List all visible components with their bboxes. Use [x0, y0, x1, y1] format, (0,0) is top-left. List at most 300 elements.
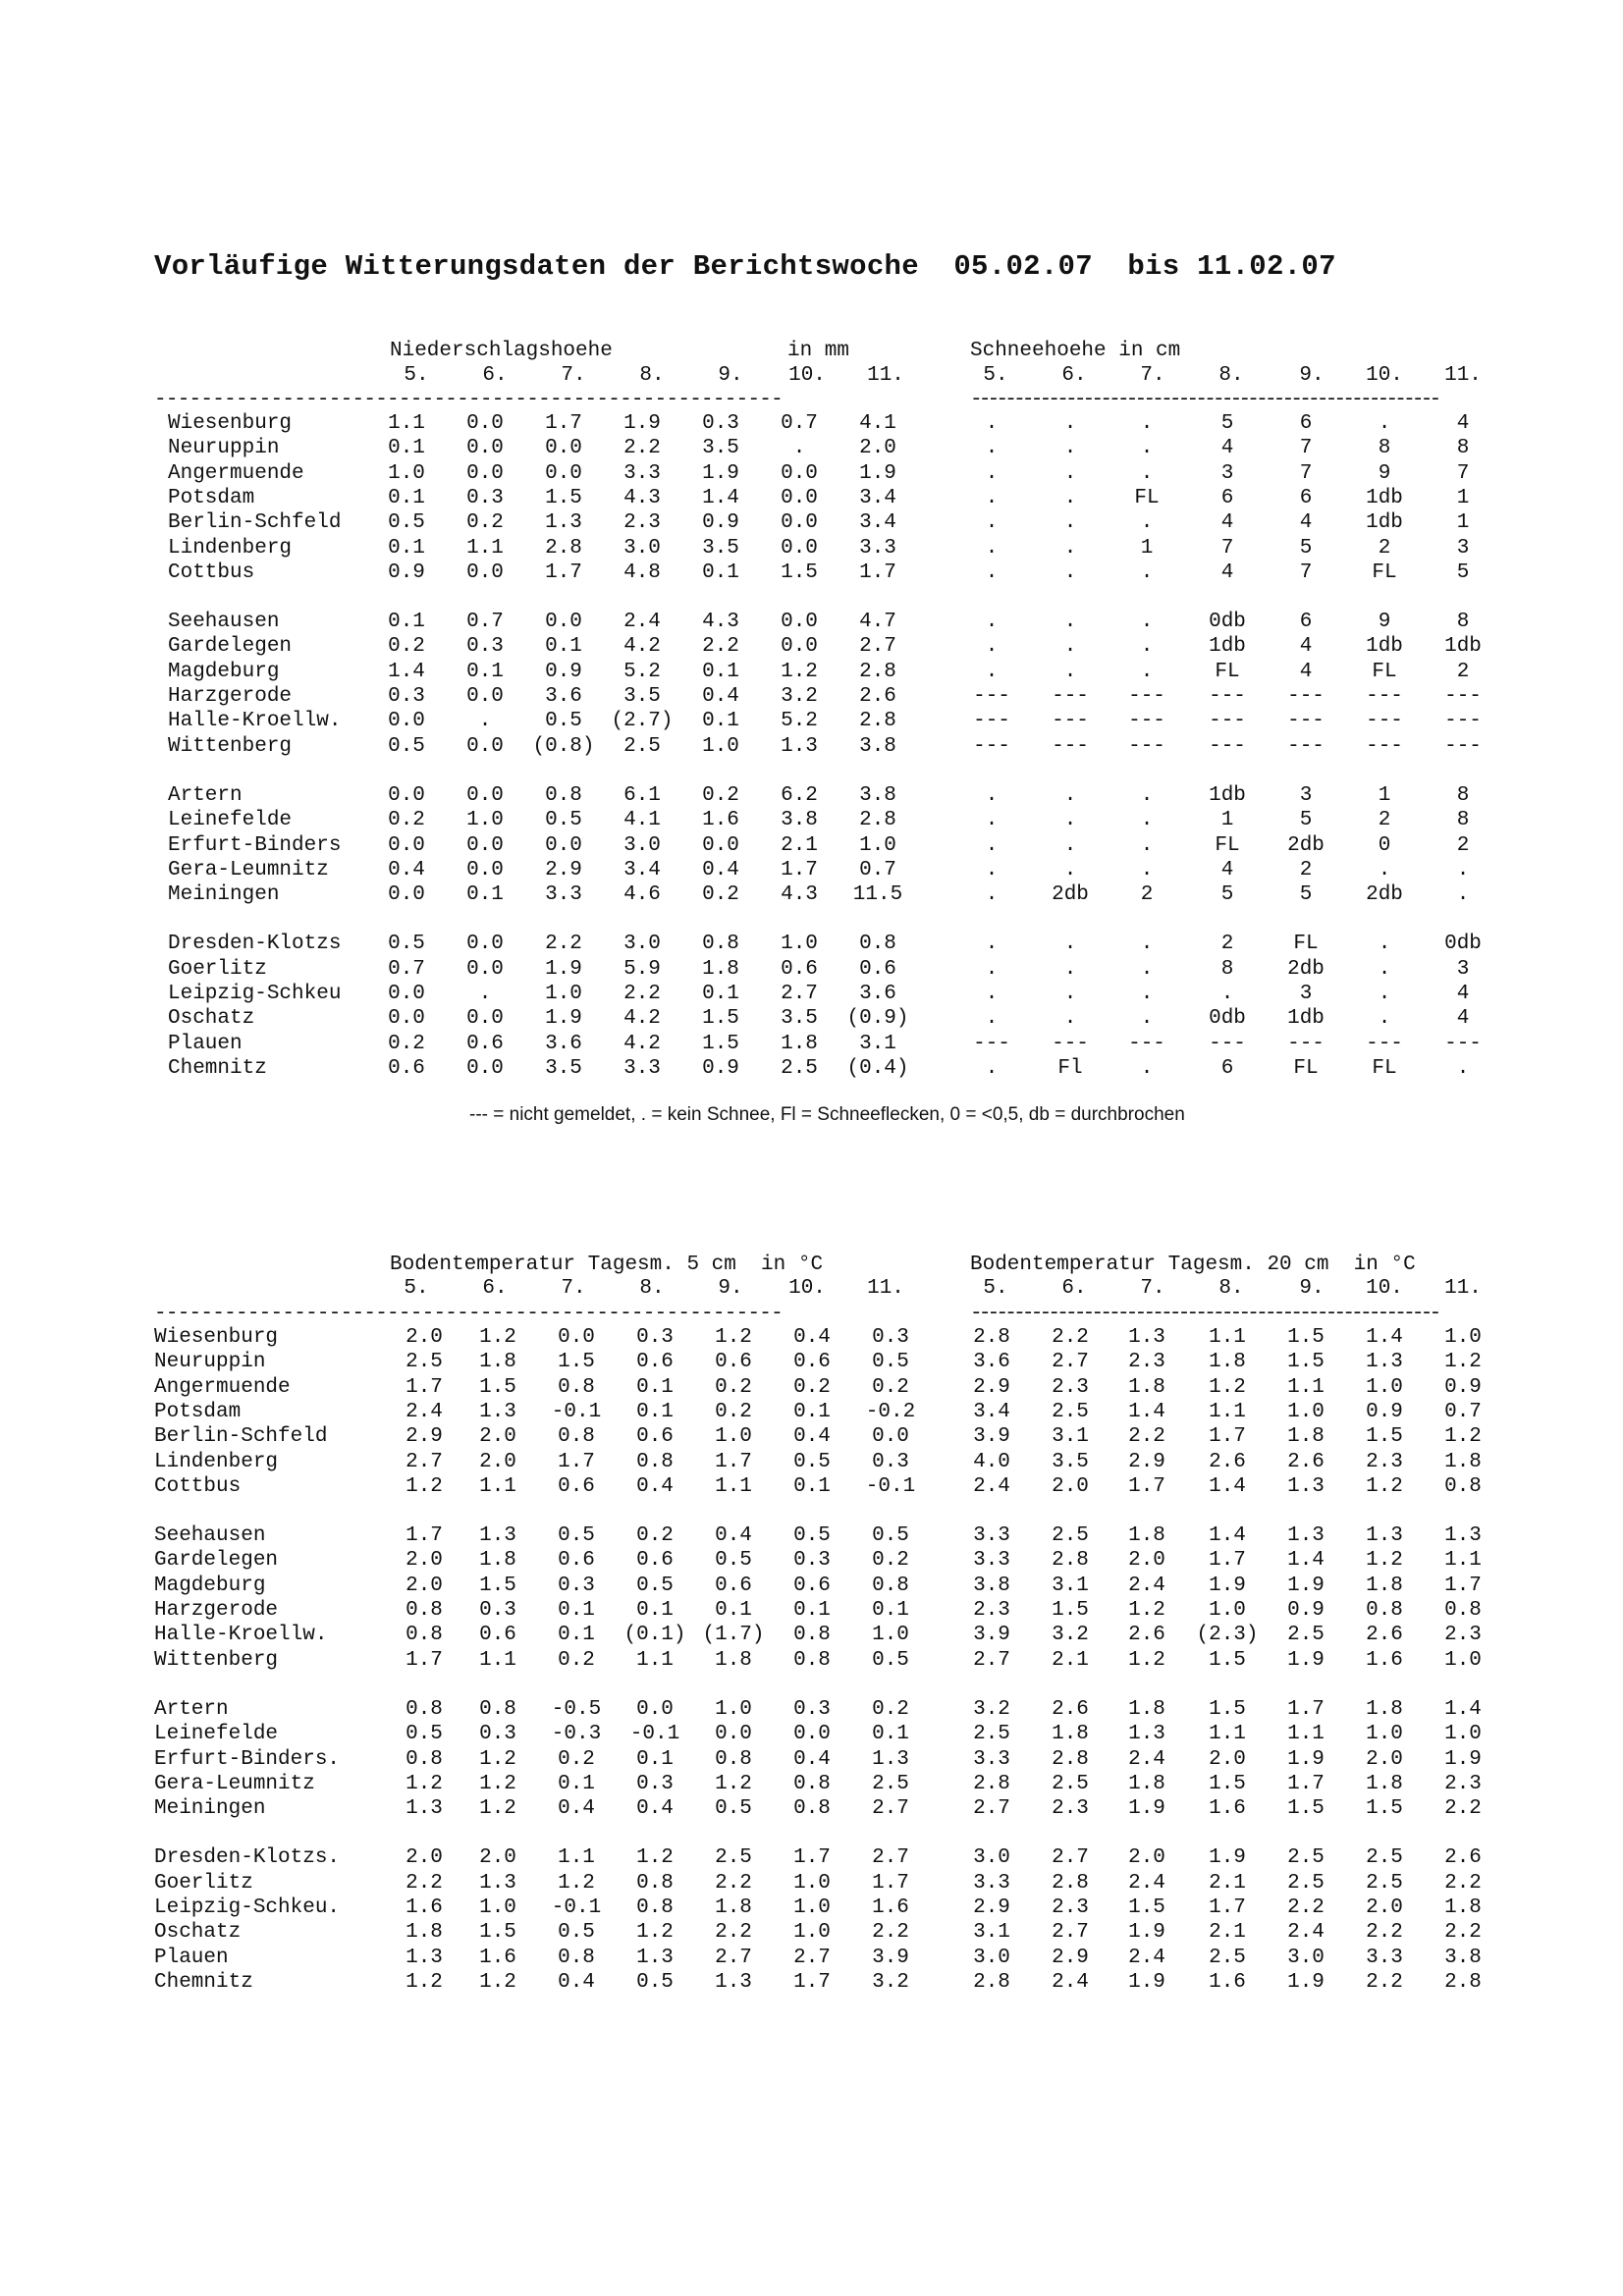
data-cell: 4: [1456, 983, 1470, 1005]
data-cell: ---: [1052, 685, 1089, 708]
data-cell: 2.8: [973, 1970, 1010, 1994]
data-cell: 1.2: [479, 1747, 516, 1771]
data-cell: 2.8: [1052, 1747, 1089, 1771]
data-cell: 1.9: [1209, 1846, 1246, 1870]
data-cell: ---: [1366, 1032, 1403, 1055]
data-cell: 1db: [1366, 635, 1403, 659]
data-cell: 4: [1299, 635, 1313, 659]
data-cell: 0.6: [466, 1032, 504, 1055]
data-cell: 4.1: [859, 412, 896, 435]
data-cell: 2.0: [1366, 1747, 1403, 1771]
data-cell: 0.1: [466, 660, 504, 683]
data-cell: 3.3: [973, 1549, 1010, 1573]
data-cell: 3.2: [1052, 1624, 1089, 1647]
data-cell: 0.0: [781, 511, 818, 535]
data-cell: 0.2: [702, 783, 739, 807]
day-column-header: 5.: [404, 1277, 429, 1300]
data-cell: 2.5: [973, 1723, 1010, 1746]
data-cell: 0.8: [558, 1946, 595, 1969]
data-cell: 0.4: [702, 858, 739, 881]
data-cell: 2.0: [1366, 1896, 1403, 1919]
data-cell: 0.8: [558, 1375, 595, 1399]
data-cell: 1.0: [859, 833, 896, 857]
data-cell: 0.2: [558, 1747, 595, 1771]
data-cell: .: [478, 983, 492, 1005]
data-cell: 4.1: [623, 809, 661, 832]
data-cell: 2.5: [406, 1351, 443, 1374]
data-cell: .: [985, 1007, 999, 1031]
data-cell: 1.8: [1209, 1351, 1246, 1374]
data-cell: 1.5: [479, 1375, 516, 1399]
station-name: Wiesenburg: [168, 412, 293, 435]
data-cell: 1.7: [1287, 1772, 1325, 1795]
data-cell: 0.2: [466, 511, 504, 535]
legend-note: --- = nicht gemeldet, . = kein Schnee, Fl = Schneeflecken, 0 = <0,5, db = durchbrochen: [469, 1104, 1185, 1125]
data-cell: .: [1140, 858, 1154, 881]
data-cell: 2.4: [1128, 1574, 1165, 1597]
data-cell: 1.6: [702, 809, 739, 832]
data-cell: 2.9: [973, 1375, 1010, 1399]
data-cell: .: [1140, 437, 1154, 460]
data-cell: .: [985, 660, 999, 683]
data-cell: 2.9: [1128, 1450, 1165, 1473]
data-cell: 2.9: [1052, 1946, 1089, 1969]
data-cell: 0.6: [558, 1474, 595, 1498]
data-cell: 2.6: [1052, 1697, 1089, 1721]
day-column-header: 9.: [718, 364, 743, 387]
day-column-header: 10.: [1366, 364, 1403, 387]
data-cell: 9: [1378, 611, 1391, 634]
data-cell: 2.7: [973, 1648, 1010, 1672]
data-cell: 2.4: [406, 1400, 443, 1423]
data-cell: 3.3: [973, 1871, 1010, 1895]
station-name: Lindenberg: [168, 536, 293, 560]
data-cell: 0.1: [636, 1747, 674, 1771]
data-cell: 2.3: [1052, 1375, 1089, 1399]
data-cell: 1.2: [406, 1772, 443, 1795]
data-cell: 1.9: [545, 1007, 582, 1031]
data-cell: 2.1: [1052, 1648, 1089, 1672]
data-cell: 0.8: [715, 1747, 752, 1771]
data-cell: 0.4: [793, 1326, 831, 1349]
data-cell: 0.3: [872, 1450, 909, 1473]
data-cell: 4.3: [702, 611, 739, 634]
data-cell: 1.0: [1366, 1723, 1403, 1746]
data-cell: 0.5: [872, 1351, 909, 1374]
data-cell: 0.3: [636, 1326, 674, 1349]
data-cell: 1.0: [793, 1896, 831, 1919]
data-cell: 5: [1220, 883, 1234, 907]
data-cell: 1.4: [1366, 1326, 1403, 1349]
t1-header-snow: Schneehoehe in cm: [970, 340, 1181, 362]
day-column-header: 7.: [1140, 364, 1165, 387]
data-cell: 1.5: [1287, 1351, 1325, 1374]
data-cell: .: [1063, 858, 1077, 881]
data-cell: 0.0: [545, 611, 582, 634]
data-cell: 1.2: [479, 1772, 516, 1795]
data-cell: 0.3: [479, 1723, 516, 1746]
data-cell: FL: [1372, 1056, 1397, 1080]
data-cell: 1.4: [1444, 1697, 1482, 1721]
data-cell: ---: [1128, 734, 1165, 758]
data-cell: ---: [1052, 734, 1089, 758]
station-name: Halle-Kroellw.: [154, 1624, 328, 1647]
station-name: Magdeburg: [168, 660, 280, 683]
data-cell: 1.3: [1444, 1524, 1482, 1548]
station-name: Cottbus: [154, 1474, 242, 1498]
data-cell: 6: [1299, 486, 1313, 509]
data-cell: 2.3: [973, 1599, 1010, 1622]
data-cell: 2db: [1366, 883, 1403, 907]
day-column-header: 11.: [1444, 1277, 1482, 1300]
data-cell: 0.8: [636, 1871, 674, 1895]
data-cell: 0.2: [558, 1648, 595, 1672]
data-cell: .: [1140, 511, 1154, 535]
data-cell: 4.3: [623, 486, 661, 509]
station-name: Leipzig-Schkeu.: [154, 1896, 341, 1919]
data-cell: 0.6: [388, 1056, 425, 1080]
data-cell: 1.5: [1209, 1648, 1246, 1672]
data-cell: 1.3: [479, 1871, 516, 1895]
data-cell: 3.3: [623, 1056, 661, 1080]
data-cell: 1.9: [1128, 1921, 1165, 1945]
data-cell: 0.2: [793, 1375, 831, 1399]
data-cell: .: [985, 933, 999, 956]
data-cell: 0.7: [859, 858, 896, 881]
data-cell: 1.7: [545, 561, 582, 584]
data-cell: 2.7: [1052, 1351, 1089, 1374]
data-cell: 0.8: [793, 1797, 831, 1821]
data-cell: 3.1: [1052, 1425, 1089, 1449]
data-cell: 0.1: [636, 1375, 674, 1399]
day-column-header: 11.: [867, 1277, 904, 1300]
data-cell: 0.8: [545, 783, 582, 807]
day-column-header: 8.: [1218, 364, 1244, 387]
data-cell: .: [985, 511, 999, 535]
data-cell: 0.4: [793, 1747, 831, 1771]
data-cell: 0.0: [388, 710, 425, 733]
data-cell: 1.2: [558, 1871, 595, 1895]
data-cell: 1.0: [781, 933, 818, 956]
data-cell: 1.5: [1052, 1599, 1089, 1622]
data-cell: 1.7: [781, 858, 818, 881]
data-cell: 0.4: [558, 1797, 595, 1821]
data-cell: 0.2: [388, 809, 425, 832]
data-cell: ---: [1209, 734, 1246, 758]
data-cell: 2.3: [623, 511, 661, 535]
day-column-header: 9.: [1299, 364, 1325, 387]
data-cell: 2.4: [1287, 1921, 1325, 1945]
data-cell: 7: [1299, 461, 1313, 485]
station-name: Halle-Kroellw.: [168, 710, 342, 733]
data-cell: 4.2: [623, 1032, 661, 1055]
data-cell: FL: [1215, 833, 1240, 857]
data-cell: 0.5: [636, 1970, 674, 1994]
data-cell: 2.2: [1128, 1425, 1165, 1449]
data-cell: 2.9: [973, 1896, 1010, 1919]
data-cell: .: [985, 486, 999, 509]
data-cell: 1.7: [715, 1450, 752, 1473]
station-name: Berlin-Schfeld: [154, 1425, 328, 1449]
data-cell: 3.0: [623, 933, 661, 956]
data-cell: 1.5: [479, 1921, 516, 1945]
data-cell: 3: [1220, 461, 1234, 485]
data-cell: 7: [1220, 536, 1234, 560]
data-cell: .: [985, 412, 999, 435]
data-cell: 0.1: [558, 1772, 595, 1795]
data-cell: ---: [1287, 685, 1325, 708]
data-cell: 4.2: [623, 1007, 661, 1031]
data-cell: 3.3: [973, 1747, 1010, 1771]
data-cell: 1: [1140, 536, 1154, 560]
data-cell: 7: [1456, 461, 1470, 485]
data-cell: 1.2: [479, 1326, 516, 1349]
data-cell: 1.2: [636, 1846, 674, 1870]
data-cell: 1.4: [1209, 1524, 1246, 1548]
data-cell: 1.8: [702, 957, 739, 981]
data-cell: 0.1: [388, 437, 425, 460]
data-cell: 1.4: [388, 660, 425, 683]
data-cell: ---: [1128, 1032, 1165, 1055]
data-cell: 0.3: [479, 1599, 516, 1622]
data-cell: 0.3: [466, 635, 504, 659]
data-cell: 0.1: [793, 1599, 831, 1622]
data-cell: 0.0: [466, 858, 504, 881]
data-cell: 1.0: [1209, 1599, 1246, 1622]
data-cell: 0.6: [715, 1351, 752, 1374]
data-cell: 0.8: [558, 1425, 595, 1449]
data-cell: 0.0: [781, 635, 818, 659]
data-cell: 0.3: [793, 1549, 831, 1573]
station-name: Oschatz: [154, 1921, 242, 1945]
data-cell: 2.2: [1052, 1326, 1089, 1349]
data-cell: 6: [1220, 486, 1234, 509]
data-cell: 0.6: [793, 1351, 831, 1374]
data-cell: ---: [1444, 710, 1482, 733]
data-cell: 0.5: [793, 1524, 831, 1548]
data-cell: 1: [1456, 511, 1470, 535]
data-cell: 3.9: [973, 1425, 1010, 1449]
data-cell: .: [478, 710, 492, 733]
data-cell: 1.3: [781, 734, 818, 758]
data-cell: ---: [973, 734, 1010, 758]
day-column-header: 8.: [639, 1277, 665, 1300]
day-column-header: 10.: [1366, 1277, 1403, 1300]
data-cell: 2.2: [623, 983, 661, 1005]
data-cell: 1.8: [1366, 1574, 1403, 1597]
data-cell: 5.2: [623, 660, 661, 683]
data-cell: 2.8: [973, 1772, 1010, 1795]
data-cell: 0.1: [558, 1624, 595, 1647]
data-cell: 1.8: [406, 1921, 443, 1945]
data-cell: 8: [1456, 809, 1470, 832]
data-cell: 0.0: [715, 1723, 752, 1746]
day-column-header: 11.: [867, 364, 904, 387]
data-cell: 1.2: [715, 1326, 752, 1349]
data-cell: 3.0: [623, 536, 661, 560]
data-cell: 8: [1456, 437, 1470, 460]
data-cell: 0.2: [715, 1375, 752, 1399]
data-cell: 0.0: [466, 561, 504, 584]
day-column-header: 10.: [788, 364, 826, 387]
data-cell: 8: [1378, 437, 1391, 460]
data-cell: 4: [1456, 412, 1470, 435]
station-name: Plauen: [168, 1032, 243, 1055]
data-cell: 1.3: [1366, 1351, 1403, 1374]
data-cell: 1.9: [623, 412, 661, 435]
data-cell: -0.3: [551, 1723, 602, 1746]
day-column-header: 10.: [788, 1277, 826, 1300]
t2-header-soil20: Bodentemperatur Tagesm. 20 cm in °C: [970, 1254, 1416, 1276]
data-cell: 1.3: [1366, 1524, 1403, 1548]
data-cell: .: [1140, 833, 1154, 857]
data-cell: 2.1: [781, 833, 818, 857]
data-cell: 6: [1220, 1056, 1234, 1080]
data-cell: 0.0: [545, 833, 582, 857]
data-cell: 1: [1220, 809, 1234, 832]
data-cell: 2.5: [1366, 1871, 1403, 1895]
data-cell: .: [1140, 412, 1154, 435]
data-cell: ---: [1287, 734, 1325, 758]
station-name: Wiesenburg: [154, 1326, 279, 1349]
data-cell: 1.3: [636, 1946, 674, 1969]
station-name: Meiningen: [154, 1797, 266, 1821]
data-cell: 3.8: [781, 809, 818, 832]
data-cell: 0.1: [702, 660, 739, 683]
data-cell: 0.6: [636, 1549, 674, 1573]
data-cell: 0.1: [872, 1599, 909, 1622]
data-cell: 2.0: [479, 1425, 516, 1449]
data-cell: 2.6: [1128, 1624, 1165, 1647]
data-cell: 0.4: [558, 1970, 595, 1994]
data-cell: 0.3: [872, 1326, 909, 1349]
data-cell: 0.3: [793, 1697, 831, 1721]
data-cell: 2: [1220, 933, 1234, 956]
data-cell: 0.4: [793, 1425, 831, 1449]
data-cell: 1.5: [1128, 1896, 1165, 1919]
t2-rule-left: ------------------------------------------------------: [154, 1303, 784, 1325]
data-cell: 2.0: [479, 1450, 516, 1473]
data-cell: 0.8: [872, 1574, 909, 1597]
data-cell: 1.1: [715, 1474, 752, 1498]
data-cell: 1.2: [1444, 1425, 1482, 1449]
data-cell: (2.7): [611, 710, 674, 733]
data-cell: 2.4: [1128, 1946, 1165, 1969]
data-cell: 1.2: [715, 1772, 752, 1795]
data-cell: .: [792, 437, 806, 460]
data-cell: 0.3: [466, 486, 504, 509]
data-cell: 0.3: [388, 685, 425, 708]
data-cell: 1.6: [872, 1896, 909, 1919]
data-cell: 0.8: [793, 1648, 831, 1672]
data-cell: .: [985, 437, 999, 460]
data-cell: .: [1140, 1007, 1154, 1031]
data-cell: 1.7: [1209, 1896, 1246, 1919]
data-cell: 2.9: [545, 858, 582, 881]
data-cell: 0.8: [793, 1624, 831, 1647]
data-cell: .: [1378, 858, 1391, 881]
data-cell: 0.0: [781, 461, 818, 485]
data-cell: ---: [1209, 1032, 1246, 1055]
data-cell: 2db: [1287, 957, 1325, 981]
data-cell: 1.0: [702, 734, 739, 758]
data-cell: ---: [1366, 685, 1403, 708]
data-cell: 0.3: [702, 412, 739, 435]
data-cell: 0.4: [636, 1474, 674, 1498]
data-cell: 0.0: [388, 983, 425, 1005]
data-cell: -0.1: [551, 1400, 602, 1423]
data-cell: 1.0: [793, 1921, 831, 1945]
data-cell: 1.0: [1444, 1326, 1482, 1349]
data-cell: 2: [1456, 660, 1470, 683]
data-cell: 5: [1299, 883, 1313, 907]
data-cell: 1.2: [1366, 1549, 1403, 1573]
data-cell: 2: [1140, 883, 1154, 907]
data-cell: 6: [1299, 611, 1313, 634]
data-cell: 2.2: [1366, 1970, 1403, 1994]
data-cell: 1db: [1444, 635, 1482, 659]
data-cell: 1.1: [558, 1846, 595, 1870]
data-cell: .: [1063, 809, 1077, 832]
data-cell: 0.8: [406, 1747, 443, 1771]
data-cell: 1.9: [545, 957, 582, 981]
data-cell: 1.3: [545, 511, 582, 535]
data-cell: 0.5: [558, 1524, 595, 1548]
station-name: Gera-Leumnitz: [168, 858, 329, 881]
day-column-header: 6.: [482, 364, 508, 387]
data-cell: 2.5: [623, 734, 661, 758]
station-name: Berlin-Schfeld: [168, 511, 342, 535]
data-cell: 0.5: [388, 734, 425, 758]
data-cell: (0.9): [846, 1007, 909, 1031]
data-cell: 0.5: [545, 809, 582, 832]
station-name: Artern: [168, 783, 243, 807]
data-cell: .: [985, 1056, 999, 1080]
data-cell: 1.7: [1444, 1574, 1482, 1597]
data-cell: 3.5: [623, 685, 661, 708]
station-name: Gardelegen: [168, 635, 293, 659]
data-cell: 1.9: [859, 461, 896, 485]
data-cell: 1.1: [1209, 1326, 1246, 1349]
day-column-header: 9.: [1299, 1277, 1325, 1300]
data-cell: 3.0: [973, 1846, 1010, 1870]
data-cell: 2.4: [1128, 1747, 1165, 1771]
data-cell: 2.3: [1366, 1450, 1403, 1473]
data-cell: 3.5: [781, 1007, 818, 1031]
data-cell: 0.8: [1366, 1599, 1403, 1622]
data-cell: 0.6: [793, 1574, 831, 1597]
data-cell: 3.9: [973, 1624, 1010, 1647]
data-cell: 1.0: [715, 1697, 752, 1721]
data-cell: ---: [1209, 710, 1246, 733]
data-cell: 3.5: [702, 536, 739, 560]
data-cell: 1.3: [479, 1524, 516, 1548]
data-cell: 4: [1299, 511, 1313, 535]
data-cell: 2.7: [1052, 1846, 1089, 1870]
data-cell: 2.3: [1128, 1351, 1165, 1374]
data-cell: 0.5: [872, 1524, 909, 1548]
data-cell: .: [1140, 561, 1154, 584]
data-cell: ---: [1444, 734, 1482, 758]
data-cell: 1.3: [872, 1747, 909, 1771]
data-cell: 3.8: [1444, 1946, 1482, 1969]
station-name: Potsdam: [154, 1400, 242, 1423]
data-cell: 2.8: [859, 710, 896, 733]
station-name: Seehausen: [168, 611, 280, 634]
data-cell: 2.3: [1052, 1896, 1089, 1919]
day-column-header: 7.: [1140, 1277, 1165, 1300]
data-cell: 1.7: [859, 561, 896, 584]
